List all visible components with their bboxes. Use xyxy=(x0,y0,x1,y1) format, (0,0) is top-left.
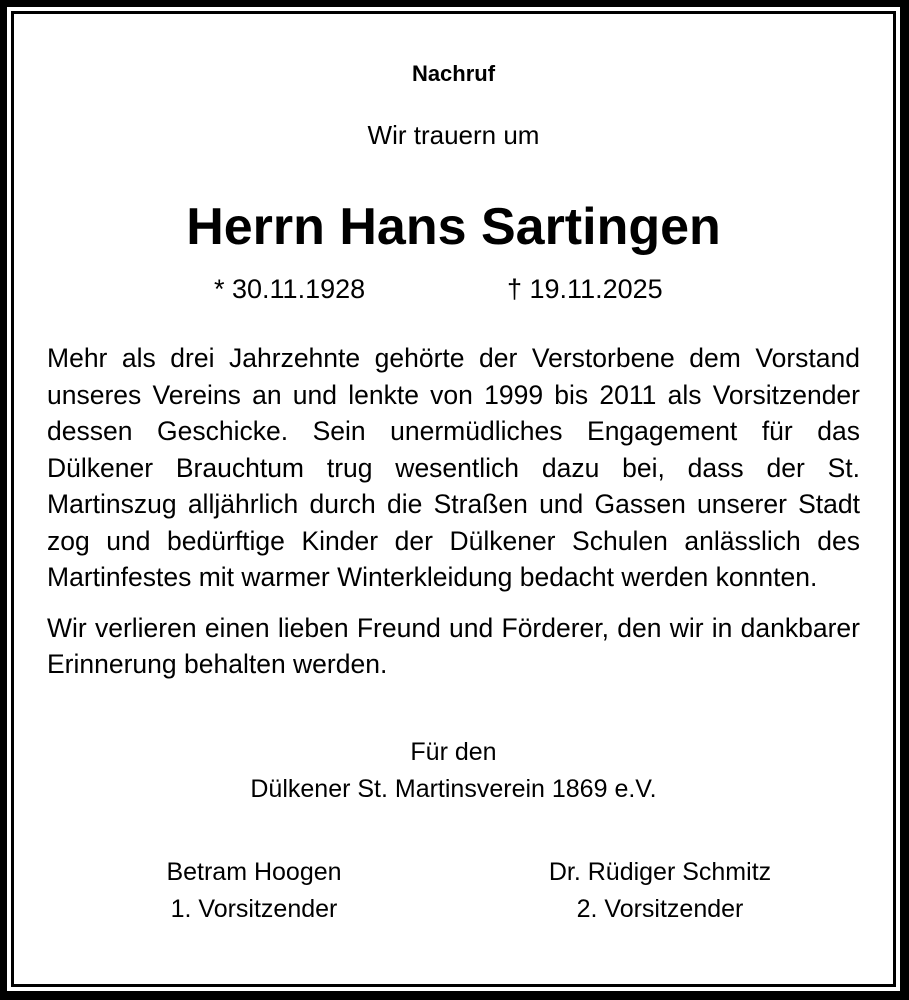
heading: Nachruf xyxy=(411,61,496,86)
obituary-frame xyxy=(7,7,900,991)
deceased-name: Herrn Hans Sartingen xyxy=(186,198,721,256)
organization-name: Dülkener St. Martinsverein 1869 e.V. xyxy=(250,775,657,803)
signatory-1 xyxy=(94,854,414,928)
on-behalf-label: Für den xyxy=(410,738,497,766)
signatory-name: Betram Hoogen xyxy=(166,858,342,886)
signatory-name: Dr. Rüdiger Schmitz xyxy=(548,858,772,886)
signatory-role: 2. Vorsitzender xyxy=(576,895,744,923)
subheading: Wir trauern um xyxy=(367,120,540,150)
birth-date: * 30.11.1928 xyxy=(214,274,366,304)
obituary-text xyxy=(47,340,860,697)
death-date: † 19.11.2025 xyxy=(507,274,663,304)
signatory-2 xyxy=(500,854,820,928)
signatory-role: 1. Vorsitzender xyxy=(170,895,338,923)
paragraph-2: Wir verlieren einen lieben Freund und Förderer, den wir in dankbarer Erinnerung behalten werden. xyxy=(47,612,860,679)
obituary-inner-border xyxy=(11,11,896,987)
paragraph-1: Mehr als drei Jahrzehnte gehörte der Verstorbene dem Vorstand unseres Vereins an und lenkte von 1999 bis 2011 als Vorsitzender dessen Geschicke. Sein unermüdliches Engagement für das Dülkener Brauchtum trug wesentlich dazu bei, dass der St. Martinszug alljährlich durch die Straßen und Gassen unserer Stadt zog und bedürftige Kinder der Dülkener Schulen anlässlich des Martinfestes mit warmer Winterkleidung bedacht werden konnten. xyxy=(47,343,860,592)
